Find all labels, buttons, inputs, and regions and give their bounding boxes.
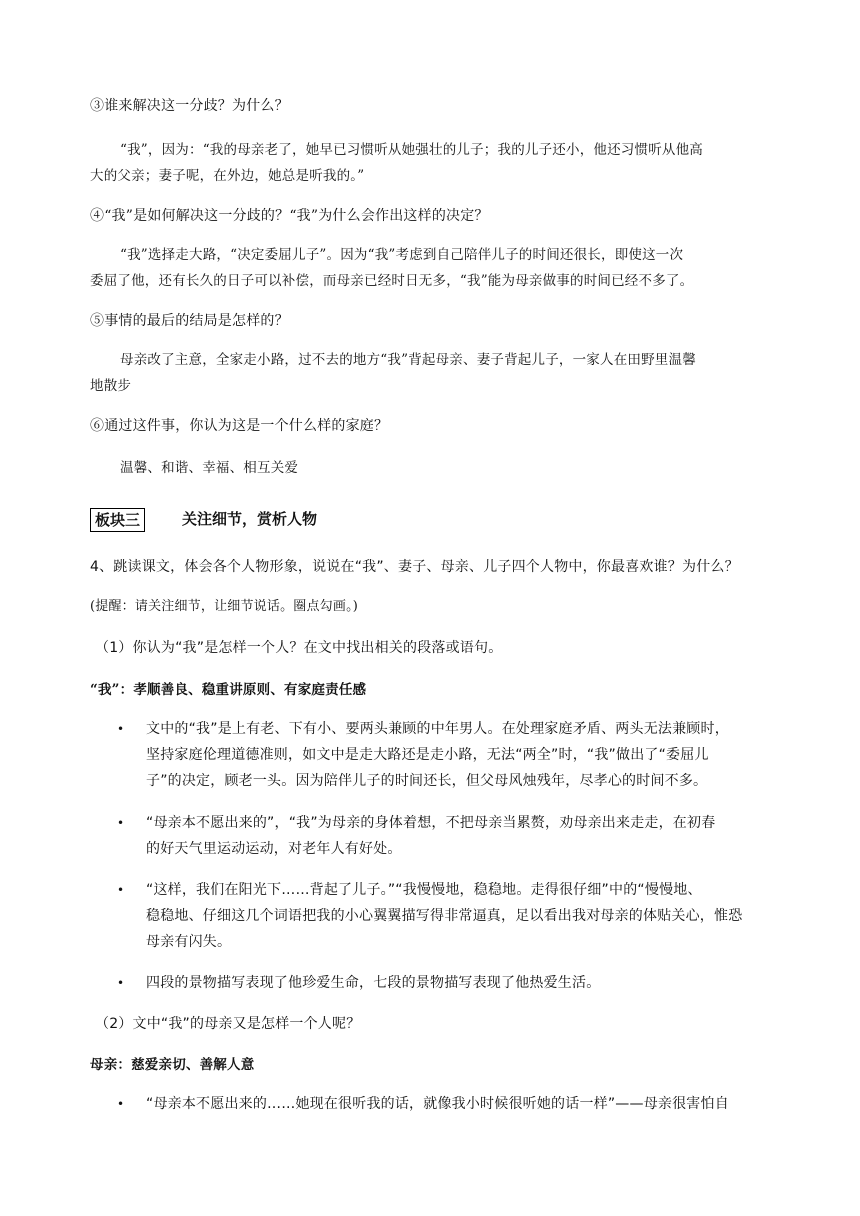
- bullet-2-line-2: 的好天气里运动运动，对老年人有好处。: [146, 841, 402, 857]
- bullet-icon: •: [117, 816, 125, 830]
- bullet-3-line-3: 母亲有闪失。: [146, 934, 232, 950]
- bullet-icon: •: [117, 1097, 125, 1111]
- question-5-answer: 母亲改了主意，全家走小路，过不去的地方“我”背起母亲、妻子背起儿子，一家人在田野里温馨: [120, 352, 696, 368]
- question-5: ⑤事情的最后的结局是怎样的？: [90, 313, 289, 329]
- sub-question-2: （2）文中“我”的母亲又是怎样一个人呢？: [95, 1016, 361, 1032]
- section-tag: 板块三: [90, 508, 145, 532]
- task-4-prompt: 4、跳读课文，体会各个人物形象，说说在“我”、妻子、母亲、儿子四个人物中，你最喜欢谁？为什么？: [90, 559, 739, 575]
- question-5-answer-cont: 地散步: [90, 378, 132, 394]
- bullet-2-line-1: “母亲本不愿出来的”，“我”为母亲的身体着想，不把母亲当累赘，劝母亲出来走走，在初春: [146, 815, 716, 831]
- bullet-3-line-2: 稳稳地、仔细这几个词语把我的小心翼翼描写得非常逼真，足以看出我对母亲的体贴关心，惟恐: [146, 908, 743, 924]
- question-3-answer: “我”，因为：“我的母亲老了，她早已习惯听从她强壮的儿子；我的儿子还小，他还习惯听从他高: [120, 142, 704, 158]
- section-title: 关注细节，赏析人物: [182, 510, 318, 528]
- sub-question-2-keywords: 母亲：慈爱亲切、善解人意: [90, 1057, 255, 1073]
- question-3: ③谁来解决这一分歧？为什么？: [90, 98, 289, 114]
- bullet-1-line-3: 子”的决定，顾老一头。因为陪伴儿子的时间还长，但父母风烛残年，尽孝心的时间不多。: [146, 773, 708, 789]
- bullet-3-line-1: “这样，我们在阳光下……背起了儿子。”“我慢慢地，稳稳地。走得很仔细”中的“慢慢地、: [146, 882, 702, 898]
- question-4: ④“我”是如何解决这一分歧的？“我”为什么会作出这样的决定？: [90, 208, 489, 224]
- bullet-1-line-2: 坚持家庭伦理道德准则，如文中是走大路还是走小路，无法“两全”时，“我”做出了“委屈儿: [146, 747, 709, 763]
- bullet-1-line-1: 文中的“我”是上有老、下有小、要两头兼顾的中年男人。在处理家庭矛盾、两头无法兼顾时，: [146, 721, 729, 737]
- bullet-icon: •: [117, 976, 125, 990]
- bullet-icon: •: [117, 722, 125, 736]
- bullet-5-line-1: “母亲本不愿出来的……她现在很听我的话，就像我小时候很听她的话一样”——母亲很害怕自: [146, 1096, 729, 1112]
- bullet-icon: •: [117, 883, 125, 897]
- task-4-hint: (提醒：请关注细节，让细节说话。圈点勾画。): [90, 599, 359, 614]
- bullet-4-line-1: 四段的景物描写表现了他珍爱生命，七段的景物描写表现了他热爱生活。: [146, 975, 601, 991]
- question-3-answer-cont: 大的父亲；妻子呢，在外边，她总是听我的。”: [90, 168, 365, 184]
- question-6-answer: 温馨、和谐、幸福、相互关爱: [120, 460, 299, 476]
- sub-question-1-keywords: “我”：孝顺善良、稳重讲原则、有家庭责任感: [90, 682, 367, 698]
- question-6: ⑥通过这件事，你认为这是一个什么样的家庭？: [90, 418, 389, 434]
- question-4-answer: “我”选择走大路，“决定委屈儿子”。因为“我”考虑到自己陪伴儿子的时间还很长，即使这一次: [120, 247, 684, 263]
- question-4-answer-cont: 委屈了他，还有长久的日子可以补偿，而母亲已经时日无多，“我”能为母亲做事的时间已经不多了。: [90, 273, 694, 289]
- sub-question-1: （1）你认为“我”是怎样一个人？在文中找出相关的段落或语句。: [95, 640, 503, 656]
